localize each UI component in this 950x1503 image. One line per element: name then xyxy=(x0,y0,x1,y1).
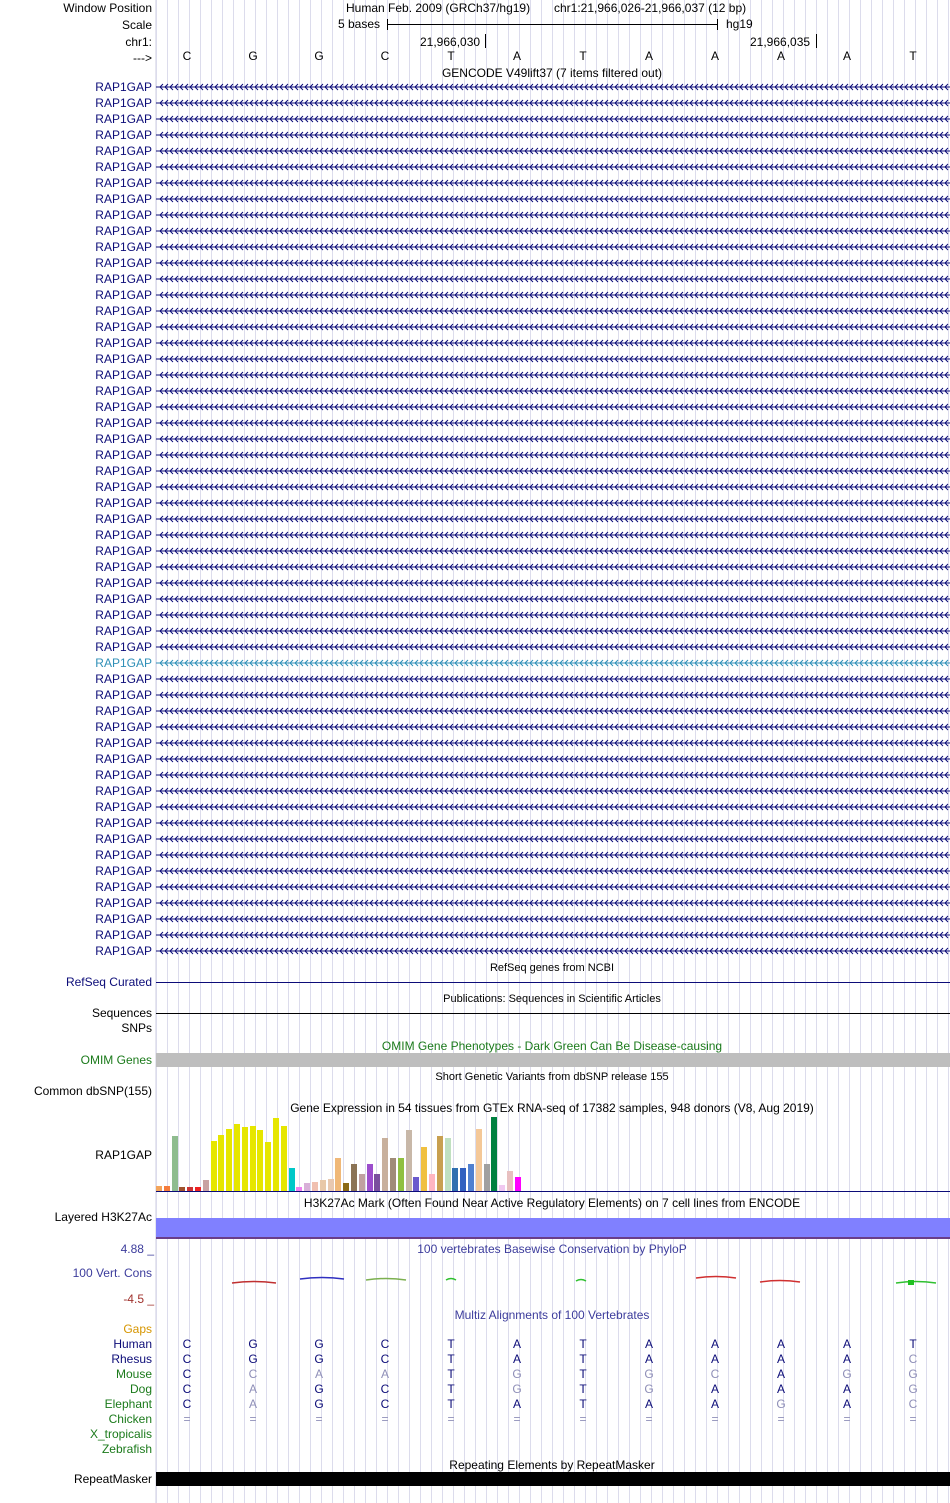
gene-label[interactable]: RAP1GAP xyxy=(95,496,152,510)
gene-label[interactable]: RAP1GAP xyxy=(95,592,152,606)
gene-transcript[interactable] xyxy=(156,610,950,620)
gene-label[interactable]: RAP1GAP xyxy=(95,432,152,446)
gene-transcript[interactable] xyxy=(156,786,950,796)
gene-transcript[interactable] xyxy=(156,802,950,812)
gene-label[interactable]: RAP1GAP xyxy=(95,736,152,750)
species-label[interactable]: Mouse xyxy=(115,1367,152,1381)
gene-transcript[interactable] xyxy=(156,594,950,604)
gene-label[interactable]: RAP1GAP xyxy=(95,704,152,718)
aligned-base: C xyxy=(248,1367,258,1381)
gene-transcript[interactable] xyxy=(156,258,950,268)
gene-transcript[interactable] xyxy=(156,162,950,172)
gene-transcript[interactable] xyxy=(156,194,950,204)
gene-transcript[interactable] xyxy=(156,482,950,492)
aligned-base: C xyxy=(182,1337,192,1351)
gtex-tissue-bar[interactable] xyxy=(312,1182,318,1191)
aligned-base: = xyxy=(183,1412,191,1426)
gene-label[interactable]: RAP1GAP xyxy=(95,800,152,814)
aligned-base: C xyxy=(908,1397,918,1411)
aligned-base: T xyxy=(909,1337,917,1351)
gtex-tissue-bar[interactable] xyxy=(203,1180,209,1191)
gene-label[interactable]: RAP1GAP xyxy=(95,480,152,494)
aligned-base: G xyxy=(248,1352,258,1366)
gene-label[interactable]: RAP1GAP xyxy=(95,240,152,254)
gene-label[interactable]: RAP1GAP xyxy=(95,192,152,206)
gene-label[interactable]: RAP1GAP xyxy=(95,880,152,894)
gene-transcript[interactable] xyxy=(156,946,950,956)
gene-label[interactable]: RAP1GAP xyxy=(95,384,152,398)
gtex-tissue-bar[interactable] xyxy=(226,1129,232,1191)
gene-label[interactable]: RAP1GAP xyxy=(95,464,152,478)
gene-transcript[interactable] xyxy=(156,914,950,924)
phylop-score-segment xyxy=(446,1279,456,1281)
sequence-base: G xyxy=(314,49,324,63)
strand-label: ---> xyxy=(133,51,152,65)
gtex-tissue-bar[interactable] xyxy=(476,1129,482,1191)
gtex-tissue-bar[interactable] xyxy=(460,1168,466,1191)
gene-label[interactable]: RAP1GAP xyxy=(95,864,152,878)
gene-transcript[interactable] xyxy=(156,450,950,460)
gtex-baseline xyxy=(156,1191,950,1192)
window-position-label: Window Position xyxy=(63,1,152,15)
gene-transcript[interactable] xyxy=(156,386,950,396)
gene-label[interactable]: RAP1GAP xyxy=(95,304,152,318)
dbsnp-title: Short Genetic Variants from dbSNP release 155 xyxy=(435,1071,669,1083)
gene-transcript[interactable] xyxy=(156,578,950,588)
refseq-title: RefSeq genes from NCBI xyxy=(489,962,615,974)
gtex-tissue-bar[interactable] xyxy=(429,1174,435,1191)
gene-label[interactable]: RAP1GAP xyxy=(95,288,152,302)
species-label[interactable]: X_tropicalis xyxy=(89,1427,152,1441)
gene-transcript[interactable] xyxy=(156,498,950,508)
gene-label[interactable]: RAP1GAP xyxy=(95,160,152,174)
gene-label[interactable]: RAP1GAP xyxy=(95,96,152,110)
gene-label[interactable]: RAP1GAP xyxy=(95,624,152,638)
aligned-base: A xyxy=(776,1367,786,1381)
repeatmasker-label[interactable]: RepeatMasker xyxy=(73,1472,152,1486)
omim-title: OMIM Gene Phenotypes - Dark Green Can Be Disease-causing xyxy=(381,1039,723,1053)
gene-transcript[interactable] xyxy=(156,370,950,380)
gene-label[interactable]: RAP1GAP xyxy=(95,544,152,558)
dbsnp-label[interactable]: Common dbSNP(155) xyxy=(33,1084,152,1098)
gene-label[interactable]: RAP1GAP xyxy=(95,448,152,462)
refseq-line[interactable] xyxy=(156,982,950,983)
gene-transcript[interactable] xyxy=(156,514,950,524)
assembly-text: Human Feb. 2009 (GRCh37/hg19) xyxy=(346,1,531,15)
refseq-label[interactable]: RefSeq Curated xyxy=(65,975,152,989)
aligned-base: C xyxy=(182,1352,192,1366)
aligned-base: C xyxy=(380,1397,390,1411)
aligned-base: A xyxy=(710,1382,720,1396)
scale-bar-end xyxy=(717,19,718,30)
gene-transcript[interactable] xyxy=(156,738,950,748)
species-label[interactable]: Chicken xyxy=(108,1412,152,1426)
omim-bar[interactable] xyxy=(156,1053,950,1067)
gene-label[interactable]: RAP1GAP xyxy=(95,896,152,910)
sequence-base: G xyxy=(248,49,258,63)
sequence-base: T xyxy=(579,49,587,63)
gene-label[interactable]: RAP1GAP xyxy=(95,944,152,958)
aligned-base: G xyxy=(314,1337,324,1351)
gtex-tissue-bar[interactable] xyxy=(320,1180,326,1191)
aligned-base: T xyxy=(579,1397,587,1411)
aligned-base: C xyxy=(182,1382,192,1396)
phylop-title: 100 vertebrates Basewise Conservation by PhyloP xyxy=(417,1242,687,1256)
gene-label[interactable]: RAP1GAP xyxy=(95,928,152,942)
gene-label[interactable]: RAP1GAP xyxy=(95,256,152,270)
gene-label[interactable]: RAP1GAP xyxy=(95,400,152,414)
gtex-tissue-bar[interactable] xyxy=(218,1135,224,1191)
gtex-tissue-bar[interactable] xyxy=(242,1127,248,1191)
aligned-base: G xyxy=(908,1367,918,1381)
gtex-tissue-bar[interactable] xyxy=(452,1168,458,1191)
aligned-base: A xyxy=(248,1397,258,1411)
gtex-tissue-bar[interactable] xyxy=(257,1130,263,1191)
aligned-base: G xyxy=(314,1352,324,1366)
gtex-tissue-bar[interactable] xyxy=(374,1174,380,1191)
gene-transcript[interactable] xyxy=(156,930,950,940)
gene-transcript[interactable] xyxy=(156,130,950,140)
gene-transcript[interactable] xyxy=(156,418,950,428)
aligned-base: A xyxy=(314,1367,324,1381)
aligned-base: A xyxy=(644,1352,654,1366)
aligned-base: T xyxy=(447,1367,455,1381)
aligned-base: A xyxy=(710,1337,720,1351)
aligned-base: = xyxy=(315,1412,323,1426)
aligned-base: T xyxy=(579,1382,587,1396)
gtex-tissue-bar[interactable] xyxy=(335,1158,341,1191)
gene-transcript[interactable] xyxy=(156,706,950,716)
gene-label[interactable]: RAP1GAP xyxy=(95,416,152,430)
gtex-bar-chart[interactable] xyxy=(156,1115,556,1191)
gene-label[interactable]: RAP1GAP xyxy=(95,816,152,830)
gene-label[interactable]: RAP1GAP xyxy=(95,560,152,574)
aligned-base: A xyxy=(380,1367,390,1381)
pubs-label-snps[interactable]: SNPs xyxy=(121,1021,152,1035)
repeatmasker-bar[interactable] xyxy=(156,1472,950,1486)
gene-label[interactable]: RAP1GAP xyxy=(95,832,152,846)
gene-transcript[interactable] xyxy=(156,818,950,828)
gene-label[interactable]: RAP1GAP xyxy=(95,352,152,366)
gene-label[interactable]: RAP1GAP xyxy=(95,576,152,590)
gene-transcript[interactable] xyxy=(156,722,950,732)
aligned-base: C xyxy=(380,1382,390,1396)
gtex-tissue-bar[interactable] xyxy=(406,1130,412,1191)
chrom-label: chr1: xyxy=(125,35,152,49)
aligned-base: A xyxy=(776,1337,786,1351)
gtex-tissue-bar[interactable] xyxy=(468,1164,474,1191)
sequence-base: C xyxy=(182,49,192,63)
gtex-tissue-bar[interactable] xyxy=(515,1177,521,1191)
gene-transcript[interactable] xyxy=(156,402,950,412)
aligned-base: = xyxy=(909,1412,917,1426)
phylop-score-segment xyxy=(232,1282,276,1284)
gene-transcript[interactable] xyxy=(156,354,950,364)
gene-label[interactable]: RAP1GAP xyxy=(95,528,152,542)
gene-label[interactable]: RAP1GAP xyxy=(95,608,152,622)
phylop-score-segment xyxy=(908,1280,914,1285)
tick-label-2: 21,966,035 xyxy=(750,35,811,49)
gene-transcript[interactable] xyxy=(156,178,950,188)
aligned-base: G xyxy=(644,1367,654,1381)
aligned-base: = xyxy=(579,1412,587,1426)
gtex-tissue-bar[interactable] xyxy=(281,1126,287,1191)
aligned-base: C xyxy=(182,1397,192,1411)
species-label[interactable]: Zebrafish xyxy=(101,1442,152,1456)
gtex-tissue-bar[interactable] xyxy=(382,1138,388,1191)
gene-label[interactable]: RAP1GAP xyxy=(95,176,152,190)
gtex-tissue-bar[interactable] xyxy=(359,1174,365,1191)
gene-transcript[interactable] xyxy=(156,274,950,284)
phylop-score-segment xyxy=(576,1280,586,1282)
gtex-tissue-bar[interactable] xyxy=(390,1158,396,1191)
phylop-max: 4.88 _ xyxy=(120,1242,154,1256)
aligned-base: A xyxy=(644,1397,654,1411)
aligned-base: = xyxy=(843,1412,851,1426)
gene-label[interactable]: RAP1GAP xyxy=(95,912,152,926)
gtex-tissue-bar[interactable] xyxy=(211,1141,217,1191)
aligned-base: G xyxy=(644,1382,654,1396)
pubs-line[interactable] xyxy=(156,1013,950,1014)
h3k27-signal[interactable] xyxy=(156,1218,950,1238)
h3k27-title: H3K27Ac Mark (Often Found Near Active Regulatory Elements) on 7 cell lines from ENCODE xyxy=(303,1196,801,1210)
phylop-score-segment xyxy=(366,1279,406,1281)
aligned-base: T xyxy=(579,1337,587,1351)
aligned-base: A xyxy=(512,1337,522,1351)
aligned-base: A xyxy=(512,1352,522,1366)
gene-label[interactable]: RAP1GAP xyxy=(95,128,152,142)
gtex-tissue-bar[interactable] xyxy=(484,1164,490,1191)
gene-transcript[interactable] xyxy=(156,530,950,540)
gene-transcript[interactable] xyxy=(156,626,950,636)
gene-label[interactable]: RAP1GAP xyxy=(95,768,152,782)
aligned-base: C xyxy=(908,1352,918,1366)
gtex-tissue-bar[interactable] xyxy=(172,1136,178,1191)
gene-transcript[interactable] xyxy=(156,546,950,556)
aligned-base: A xyxy=(776,1352,786,1366)
gtex-tissue-bar[interactable] xyxy=(273,1118,279,1191)
aligned-base: A xyxy=(644,1337,654,1351)
track-border xyxy=(155,0,156,1503)
aligned-base: A xyxy=(842,1337,852,1351)
gene-label[interactable]: RAP1GAP xyxy=(95,320,152,334)
aligned-base: = xyxy=(711,1412,719,1426)
aligned-base: G xyxy=(248,1337,258,1351)
gene-transcript[interactable] xyxy=(156,770,950,780)
gene-transcript[interactable] xyxy=(156,562,950,572)
gene-transcript[interactable] xyxy=(156,146,950,156)
gene-label[interactable]: RAP1GAP xyxy=(95,512,152,526)
gene-transcript[interactable] xyxy=(156,82,950,92)
aligned-base: T xyxy=(579,1352,587,1366)
gene-transcript[interactable] xyxy=(156,642,950,652)
aligned-base: T xyxy=(447,1337,455,1351)
phylop-score-segment xyxy=(760,1281,800,1283)
aligned-base: G xyxy=(314,1382,324,1396)
sequence-base: A xyxy=(776,49,786,63)
gene-transcript[interactable] xyxy=(156,690,950,700)
gene-label[interactable]: RAP1GAP xyxy=(95,672,152,686)
sequence-base: A xyxy=(644,49,654,63)
aligned-base: = xyxy=(645,1412,653,1426)
scale-text: 5 bases xyxy=(338,17,381,31)
sequence-base: A xyxy=(842,49,852,63)
gtex-tissue-bar[interactable] xyxy=(491,1117,497,1191)
species-label[interactable]: Dog xyxy=(129,1382,152,1396)
gene-transcript[interactable] xyxy=(156,290,950,300)
h3k27-signal-baseline xyxy=(156,1237,950,1239)
repeatmasker-title: Repeating Elements by RepeatMasker xyxy=(449,1458,655,1472)
phylop-score-segment xyxy=(696,1277,736,1279)
gene-transcript[interactable] xyxy=(156,98,950,108)
gene-transcript[interactable] xyxy=(156,658,950,668)
gene-label[interactable]: RAP1GAP xyxy=(95,272,152,286)
gtex-tissue-bar[interactable] xyxy=(398,1158,404,1191)
aligned-base: T xyxy=(447,1382,455,1396)
multiz-gaps-label[interactable]: Gaps xyxy=(123,1322,152,1336)
gene-transcript[interactable] xyxy=(156,210,950,220)
gene-transcript[interactable] xyxy=(156,242,950,252)
aligned-base: = xyxy=(249,1412,257,1426)
aligned-base: G xyxy=(512,1367,522,1381)
aligned-base: C xyxy=(710,1367,720,1381)
pubs-title: Publications: Sequences in Scientific Articles xyxy=(443,993,661,1005)
species-label[interactable]: Human xyxy=(113,1337,152,1351)
aligned-base: A xyxy=(842,1382,852,1396)
phylop-wiggle[interactable] xyxy=(156,1270,950,1292)
gencode-title: GENCODE V49lift37 (7 items filtered out) xyxy=(441,66,663,80)
aligned-base: A xyxy=(710,1352,720,1366)
gene-transcript[interactable] xyxy=(156,338,950,348)
gtex-tissue-bar[interactable] xyxy=(351,1164,357,1191)
gene-transcript[interactable] xyxy=(156,306,950,316)
tick-mark-2 xyxy=(816,34,817,48)
gtex-tissue-bar[interactable] xyxy=(343,1183,349,1191)
sequence-base: T xyxy=(909,49,917,63)
aligned-base: = xyxy=(381,1412,389,1426)
pubs-label-sequences[interactable]: Sequences xyxy=(91,1006,152,1020)
gene-label[interactable]: RAP1GAP xyxy=(95,640,152,654)
aligned-base: T xyxy=(447,1352,455,1366)
gtex-label[interactable]: RAP1GAP xyxy=(95,1148,152,1162)
gene-transcript[interactable] xyxy=(156,754,950,764)
sequence-base: A xyxy=(710,49,720,63)
scale-label: Scale xyxy=(121,18,152,32)
gene-transcript[interactable] xyxy=(156,114,950,124)
phylop-label[interactable]: 100 Vert. Cons xyxy=(72,1266,152,1280)
gtex-tissue-bar[interactable] xyxy=(234,1124,240,1191)
gene-transcript[interactable] xyxy=(156,866,950,876)
gene-transcript[interactable] xyxy=(156,466,950,476)
sequence-base: T xyxy=(447,49,455,63)
gtex-title: Gene Expression in 54 tissues from GTEx RNA-seq of 17382 samples, 948 donors (V8, Aug 2019) xyxy=(290,1101,814,1115)
aligned-base: A xyxy=(248,1382,258,1396)
aligned-base: A xyxy=(512,1397,522,1411)
aligned-base: G xyxy=(512,1382,522,1396)
gtex-tissue-bar[interactable] xyxy=(413,1177,419,1191)
gene-label[interactable]: RAP1GAP xyxy=(95,336,152,350)
gene-label[interactable]: RAP1GAP xyxy=(95,80,152,94)
aligned-base: A xyxy=(842,1352,852,1366)
gene-transcript[interactable] xyxy=(156,898,950,908)
h3k27-label[interactable]: Layered H3K27Ac xyxy=(54,1210,152,1224)
aligned-base: C xyxy=(380,1352,390,1366)
aligned-base: G xyxy=(842,1367,852,1381)
aligned-base: = xyxy=(777,1412,785,1426)
scale-bar-start xyxy=(387,19,388,30)
gtex-tissue-bar[interactable] xyxy=(289,1168,295,1191)
gene-label[interactable]: RAP1GAP xyxy=(95,784,152,798)
aligned-base: = xyxy=(513,1412,521,1426)
gene-transcript[interactable] xyxy=(156,226,950,236)
aligned-base: G xyxy=(776,1397,786,1411)
gtex-tissue-bar[interactable] xyxy=(507,1171,513,1191)
gene-label[interactable]: RAP1GAP xyxy=(95,848,152,862)
gene-transcript[interactable] xyxy=(156,674,950,684)
species-label[interactable]: Elephant xyxy=(104,1397,152,1411)
position-text: chr1:21,966,026-21,966,037 (12 bp) xyxy=(554,1,747,15)
gtex-tissue-bar[interactable] xyxy=(437,1136,443,1191)
gtex-tissue-bar[interactable] xyxy=(328,1179,334,1191)
aligned-base: = xyxy=(447,1412,455,1426)
gtex-tissue-bar[interactable] xyxy=(367,1164,373,1191)
gene-transcript[interactable] xyxy=(156,834,950,844)
gene-transcript[interactable] xyxy=(156,434,950,444)
aligned-base: A xyxy=(710,1397,720,1411)
gene-label[interactable]: RAP1GAP xyxy=(95,112,152,126)
gene-transcript[interactable] xyxy=(156,850,950,860)
sequence-base: C xyxy=(380,49,390,63)
gene-label[interactable]: RAP1GAP xyxy=(95,688,152,702)
gtex-tissue-bar[interactable] xyxy=(304,1183,310,1191)
phylop-score-segment xyxy=(896,1282,936,1284)
gene-transcript[interactable] xyxy=(156,882,950,892)
phylop-score-segment xyxy=(300,1278,344,1280)
aligned-base: A xyxy=(842,1397,852,1411)
gene-transcript[interactable] xyxy=(156,322,950,332)
aligned-base: G xyxy=(908,1382,918,1396)
gene-label[interactable]: RAP1GAP xyxy=(95,224,152,238)
gene-label[interactable]: RAP1GAP xyxy=(95,208,152,222)
gene-label[interactable]: RAP1GAP xyxy=(95,144,152,158)
aligned-base: C xyxy=(182,1367,192,1381)
tick-label-1: 21,966,030 xyxy=(420,35,481,49)
aligned-base: A xyxy=(776,1382,786,1396)
species-label[interactable]: Rhesus xyxy=(111,1352,152,1366)
scale-bar xyxy=(387,24,717,25)
gtex-tissue-bar[interactable] xyxy=(445,1138,451,1191)
omim-label[interactable]: OMIM Genes xyxy=(80,1053,152,1067)
gene-label[interactable]: RAP1GAP xyxy=(95,720,152,734)
aligned-base: T xyxy=(579,1367,587,1381)
scale-assembly: hg19 xyxy=(726,17,753,31)
gtex-tissue-bar[interactable] xyxy=(250,1126,256,1191)
gtex-tissue-bar[interactable] xyxy=(421,1147,427,1191)
phylop-min: -4.5 _ xyxy=(123,1292,154,1306)
tick-mark-1 xyxy=(485,34,486,48)
aligned-base: C xyxy=(380,1337,390,1351)
gene-label[interactable]: RAP1GAP xyxy=(95,656,152,670)
sequence-base: A xyxy=(512,49,522,63)
aligned-base: G xyxy=(314,1397,324,1411)
multiz-title: Multiz Alignments of 100 Vertebrates xyxy=(454,1308,650,1322)
aligned-base: T xyxy=(447,1397,455,1411)
gtex-tissue-bar[interactable] xyxy=(265,1142,271,1191)
gene-label[interactable]: RAP1GAP xyxy=(95,368,152,382)
gene-label[interactable]: RAP1GAP xyxy=(95,752,152,766)
